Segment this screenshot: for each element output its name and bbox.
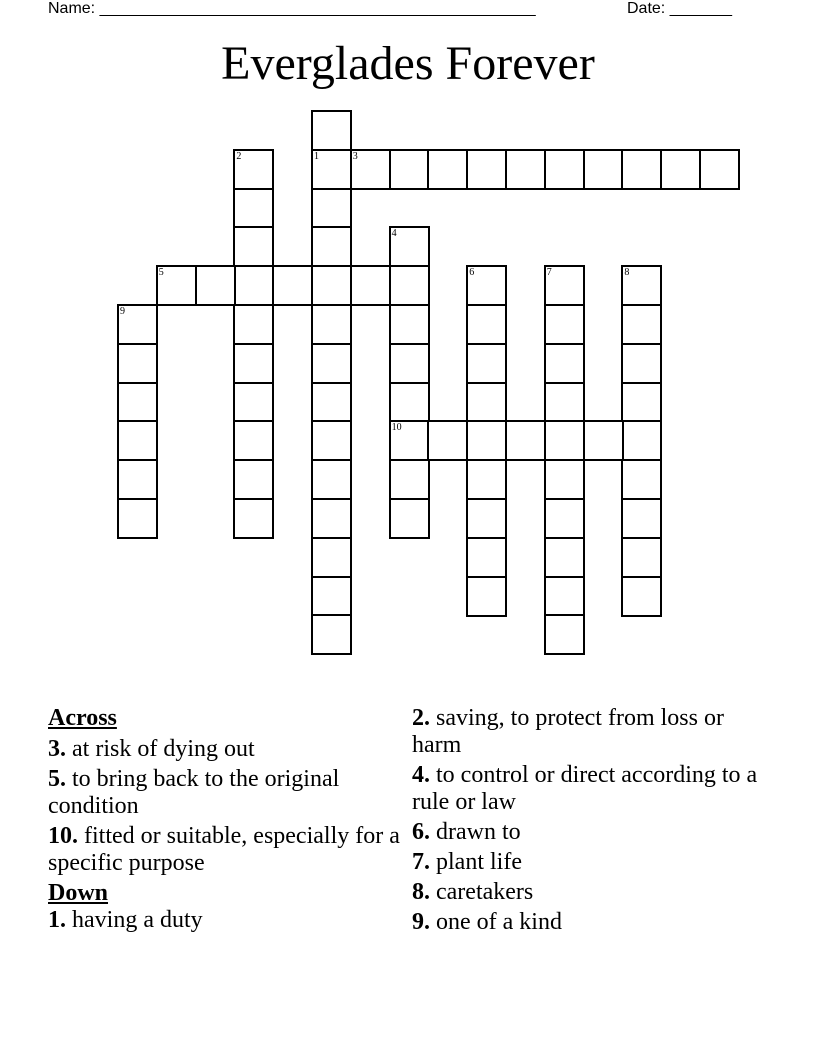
crossword-cell[interactable] [311, 188, 352, 229]
clue-number-label: 4 [391, 228, 397, 240]
crossword-cell[interactable] [621, 420, 662, 461]
crossword-cell-1[interactable] [311, 149, 352, 190]
crossword-cell[interactable] [621, 459, 662, 500]
crossword-cell[interactable] [505, 149, 546, 190]
clue-number: 2. [412, 705, 430, 731]
crossword-cell[interactable] [466, 537, 507, 578]
crossword-cell[interactable] [621, 343, 662, 384]
crossword-cell[interactable] [117, 382, 158, 423]
clue-down-6 [412, 819, 772, 846]
clue-text: having a duty [66, 907, 203, 933]
crossword-cell[interactable] [660, 149, 701, 190]
clue-number: 10. [48, 823, 78, 849]
crossword-cell[interactable] [389, 459, 430, 500]
clue-text: at risk of dying out [66, 736, 255, 762]
crossword-cell[interactable] [466, 304, 507, 345]
clue-number-label: 10 [391, 422, 402, 434]
crossword-cell[interactable] [311, 459, 352, 500]
crossword-cell[interactable] [427, 420, 468, 461]
crossword-cell[interactable] [117, 420, 158, 461]
clue-text: plant life [430, 849, 522, 875]
crossword-cell[interactable] [466, 382, 507, 423]
crossword-cell[interactable] [427, 149, 468, 190]
clue-down-7 [412, 849, 772, 876]
crossword-cell-9[interactable] [117, 304, 158, 345]
clue-down-2 [412, 705, 772, 759]
clue-number-label: 2 [236, 150, 242, 162]
clue-text: caretakers [430, 879, 534, 905]
crossword-cell[interactable] [544, 498, 585, 539]
crossword-cell[interactable] [466, 149, 507, 190]
clue-number-label: 7 [546, 267, 552, 279]
clue-text: one of a kind [430, 909, 562, 935]
crossword-cell[interactable] [544, 576, 585, 617]
down-heading: Down [48, 880, 109, 906]
clue-column-right [412, 705, 772, 939]
clue-number: 5. [48, 766, 66, 792]
clue-text: drawn to [430, 819, 521, 845]
clue-number: 3. [48, 736, 66, 762]
crossword-cell-8[interactable] [621, 265, 662, 306]
clue-down-9 [412, 909, 772, 936]
clue-across-3 [48, 736, 408, 763]
crossword-cell[interactable] [621, 537, 662, 578]
crossword-cell[interactable] [699, 149, 740, 190]
crossword-cell[interactable] [583, 420, 624, 461]
clue-number: 8. [412, 879, 430, 905]
crossword-cell[interactable] [233, 498, 274, 539]
crossword-cell[interactable] [311, 382, 352, 423]
crossword-cell[interactable] [544, 420, 585, 461]
crossword-cell[interactable] [466, 498, 507, 539]
crossword-cell[interactable] [389, 343, 430, 384]
crossword-cell[interactable] [311, 265, 352, 306]
clue-number: 4. [412, 762, 430, 788]
clue-number-label: 1 [314, 150, 319, 162]
clue-across-5 [48, 766, 408, 820]
crossword-cell[interactable] [233, 304, 274, 345]
crossword-cell[interactable] [311, 498, 352, 539]
page-title: Everglades Forever [221, 37, 595, 90]
crossword-cell[interactable] [195, 265, 236, 306]
crossword-cell[interactable] [117, 459, 158, 500]
crossword-cell-7[interactable] [544, 265, 585, 306]
clue-number: 9. [412, 909, 430, 935]
crossword-cell[interactable] [311, 110, 352, 151]
crossword-cell-6[interactable] [466, 265, 507, 306]
crossword-cell[interactable] [350, 265, 391, 306]
crossword-cell[interactable] [544, 343, 585, 384]
clue-number-label: 3 [352, 150, 358, 162]
crossword-cell[interactable] [544, 382, 585, 423]
across-heading: Across [48, 705, 117, 731]
crossword-cell-4[interactable] [389, 226, 430, 267]
clue-down-1 [48, 907, 408, 934]
name-field-label: Name: _________________________________________________ [48, 0, 536, 17]
crossword-cell[interactable] [389, 382, 430, 423]
clue-text: saving, to protect from loss or harm [412, 705, 724, 758]
crossword-cell[interactable] [621, 304, 662, 345]
crossword-cell[interactable] [466, 576, 507, 617]
crossword-cell[interactable] [233, 226, 274, 267]
crossword-cell[interactable] [544, 304, 585, 345]
crossword-cell[interactable] [311, 226, 352, 267]
clue-text: fitted or suitable, especially for a specific purpose [48, 823, 400, 876]
crossword-cell[interactable] [272, 265, 313, 306]
crossword-cell[interactable] [233, 459, 274, 500]
crossword-cell-5[interactable] [156, 265, 197, 306]
crossword-cell[interactable] [389, 265, 430, 306]
crossword-cell[interactable] [233, 343, 274, 384]
crossword-cell[interactable] [389, 304, 430, 345]
crossword-cell[interactable] [505, 420, 546, 461]
crossword-cell-2[interactable] [233, 149, 274, 190]
crossword-cell[interactable] [466, 343, 507, 384]
crossword-cell[interactable] [233, 188, 274, 229]
crossword-cell[interactable] [233, 265, 274, 306]
clue-down-8 [412, 879, 772, 906]
crossword-cell[interactable] [621, 576, 662, 617]
crossword-cell[interactable] [389, 149, 430, 190]
clue-number: 7. [412, 849, 430, 875]
crossword-cell-10[interactable] [389, 420, 430, 461]
crossword-cell[interactable] [544, 614, 585, 655]
clue-column-left [48, 705, 408, 937]
crossword-cell[interactable] [466, 420, 507, 461]
clue-text: to control or direct according to a rule or law [412, 762, 758, 815]
crossword-cell[interactable] [544, 459, 585, 500]
clue-number: 6. [412, 819, 430, 845]
crossword-cell-3[interactable] [350, 149, 391, 190]
clue-number: 1. [48, 907, 66, 933]
crossword-cell[interactable] [389, 498, 430, 539]
crossword-cell[interactable] [544, 149, 585, 190]
crossword-cell[interactable] [311, 537, 352, 578]
clue-number-label: 9 [120, 306, 125, 317]
clue-number-label: 5 [158, 267, 164, 279]
date-field-label: Date: _______ [627, 0, 732, 17]
crossword-cell[interactable] [311, 576, 352, 617]
crossword-cell[interactable] [311, 614, 352, 655]
crossword-cell[interactable] [311, 343, 352, 384]
crossword-cell[interactable] [311, 420, 352, 461]
crossword-cell[interactable] [117, 498, 158, 539]
clue-across-10 [48, 823, 408, 877]
crossword-cell[interactable] [621, 149, 662, 190]
crossword-cell[interactable] [544, 537, 585, 578]
clue-number-label: 8 [624, 267, 630, 279]
clue-down-4 [412, 762, 772, 816]
crossword-cell[interactable] [621, 382, 662, 423]
crossword-cell[interactable] [233, 382, 274, 423]
crossword-cell[interactable] [117, 343, 158, 384]
crossword-cell[interactable] [311, 304, 352, 345]
crossword-cell[interactable] [466, 459, 507, 500]
clue-number-label: 6 [469, 267, 475, 279]
crossword-cell[interactable] [583, 149, 624, 190]
clue-text: to bring back to the original condition [48, 766, 340, 819]
crossword-cell[interactable] [233, 420, 274, 461]
crossword-cell[interactable] [621, 498, 662, 539]
